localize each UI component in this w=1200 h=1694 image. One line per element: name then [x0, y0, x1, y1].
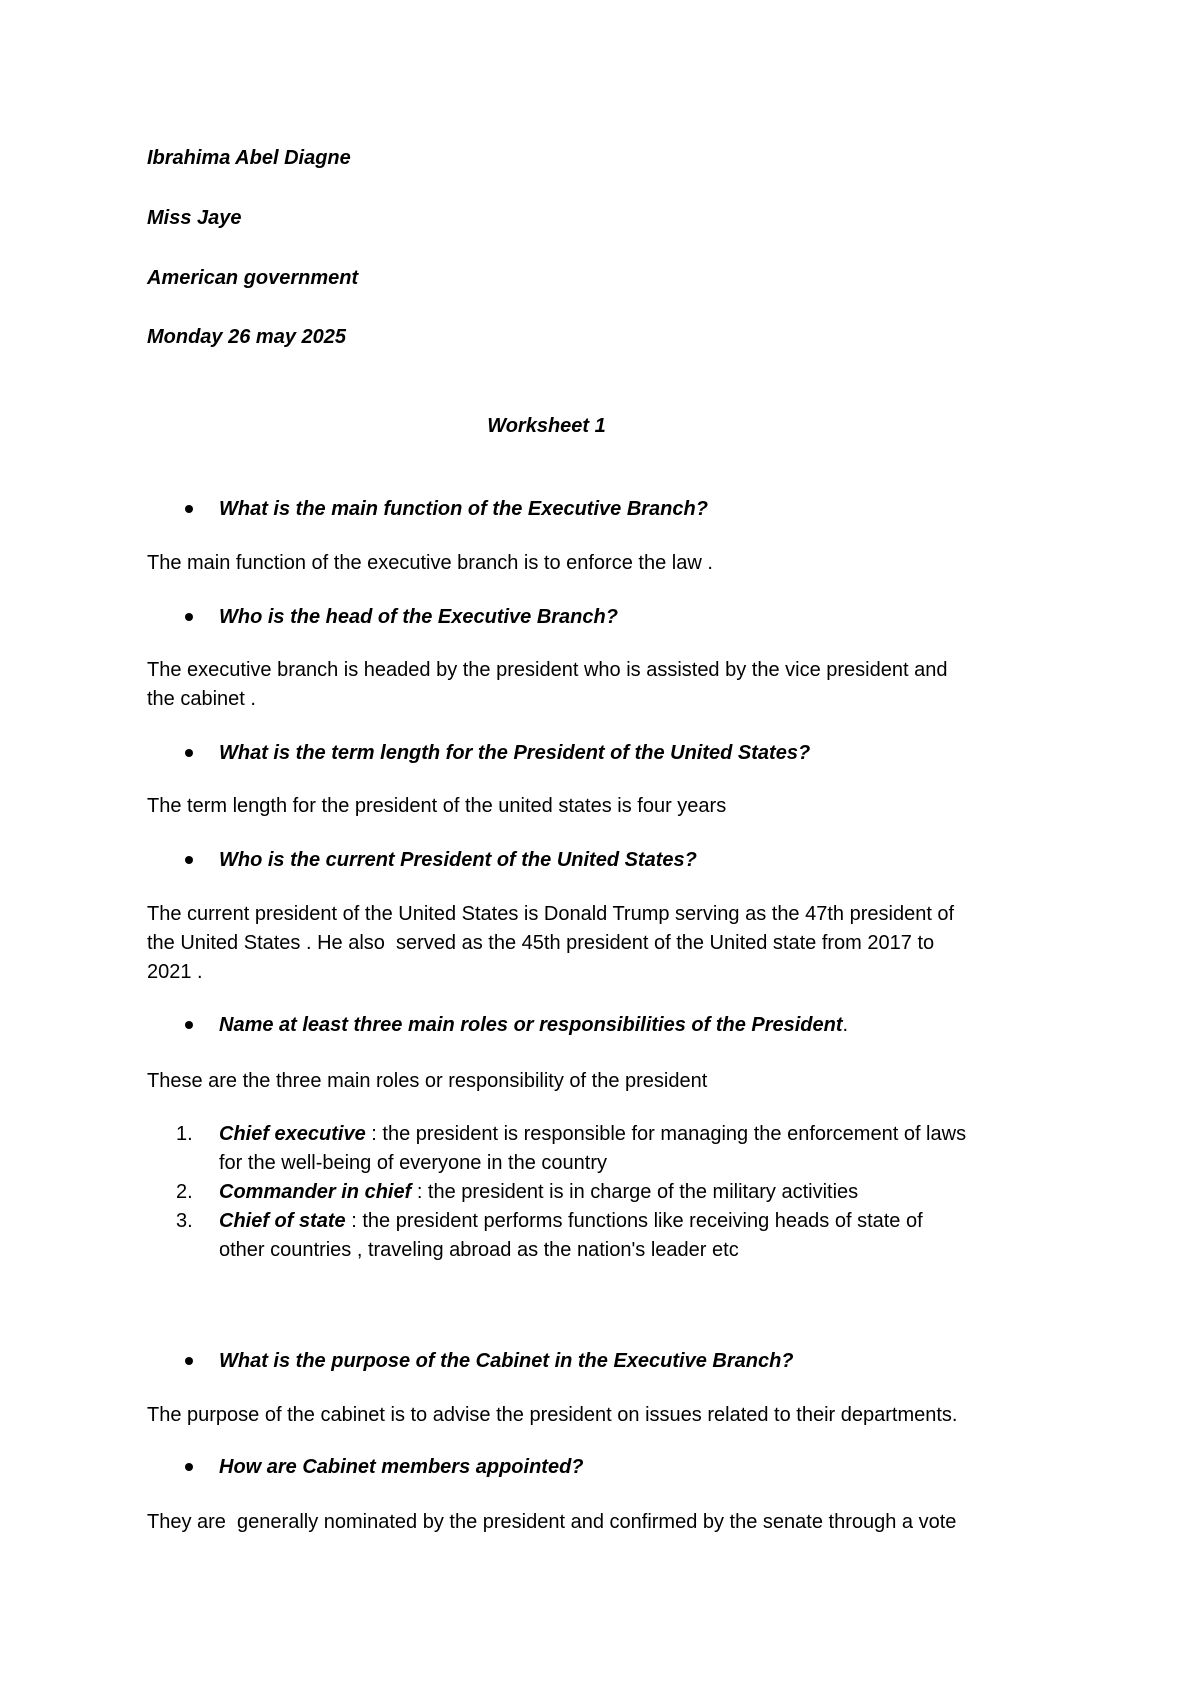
answer-line: the United States . He also served as the 45th president of the United state from 2017 to: [147, 932, 935, 954]
role-description: for the well-being of everyone in the country: [219, 1152, 607, 1174]
list-number: 3.: [176, 1210, 193, 1232]
list-number: 1.: [176, 1123, 193, 1145]
answer-text: [147, 792, 1077, 821]
teacher-name: Miss Jaye: [147, 207, 242, 229]
answer-line: These are the three main roles or responsibility of the president: [147, 1070, 708, 1092]
bullet-icon: [185, 749, 193, 757]
question-text: How are Cabinet members appointed?: [219, 1456, 584, 1478]
answer-line: The term length for the president of the united states is four years: [147, 795, 727, 817]
answer-text: [147, 1401, 1077, 1430]
answer-line: 2021 .: [147, 961, 203, 983]
role-term: Chief executive: [219, 1123, 366, 1145]
question-text: What is the main function of the Executive Branch?: [219, 498, 708, 520]
bullet-icon: [185, 1463, 193, 1471]
list-item-body: [219, 1178, 1069, 1207]
bullet-icon: [185, 1357, 193, 1365]
document-date: Monday 26 may 2025: [147, 326, 346, 348]
list-item-body: [219, 1207, 1069, 1265]
worksheet-title: Worksheet 1: [487, 415, 606, 437]
list-item-body: [219, 1120, 1069, 1178]
answer-text: [147, 656, 1077, 714]
question-punctuation: .: [842, 1014, 849, 1036]
role-term: Commander in chief: [219, 1181, 412, 1203]
role-description: other countries , traveling abroad as the nation's leader etc: [219, 1239, 739, 1261]
student-name: Ibrahima Abel Diagne: [147, 147, 351, 169]
question-text: What is the purpose of the Cabinet in the Executive Branch?: [219, 1350, 794, 1372]
question-text: What is the term length for the President of the United States?: [219, 742, 811, 764]
answer-line: the cabinet .: [147, 688, 256, 710]
course-name: American government: [147, 267, 359, 289]
bullet-icon: [185, 505, 193, 513]
role-description: : the president performs functions like receiving heads of state of: [345, 1210, 923, 1232]
bullet-icon: [185, 613, 193, 621]
role-description: : the president is responsible for managing the enforcement of laws: [365, 1123, 967, 1145]
role-term: Chief of state: [219, 1210, 346, 1232]
role-description: : the president is in charge of the military activities: [411, 1181, 859, 1203]
question-text: Who is the head of the Executive Branch?: [219, 606, 618, 628]
answer-line: They are generally nominated by the president and confirmed by the senate through a vote: [147, 1511, 957, 1533]
answer-text: [147, 549, 1077, 578]
answer-line: The executive branch is headed by the president who is assisted by the vice president and: [147, 659, 948, 681]
answer-line: The current president of the United States is Donald Trump serving as the 47th president of: [147, 903, 955, 925]
answer-line: The purpose of the cabinet is to advise the president on issues related to their departments.: [147, 1404, 958, 1426]
question-text: Who is the current President of the United States?: [219, 849, 697, 871]
answer-line: The main function of the executive branch is to enforce the law .: [147, 552, 713, 574]
answer-text: [147, 900, 1077, 987]
answer-text: [147, 1508, 1077, 1537]
question-text: [219, 1013, 848, 1037]
bullet-icon: [185, 856, 193, 864]
answer-text: [147, 1067, 1077, 1096]
list-number: 2.: [176, 1181, 193, 1203]
bullet-icon: [185, 1021, 193, 1029]
question-label: Name at least three main roles or responsibilities of the President: [219, 1014, 843, 1036]
